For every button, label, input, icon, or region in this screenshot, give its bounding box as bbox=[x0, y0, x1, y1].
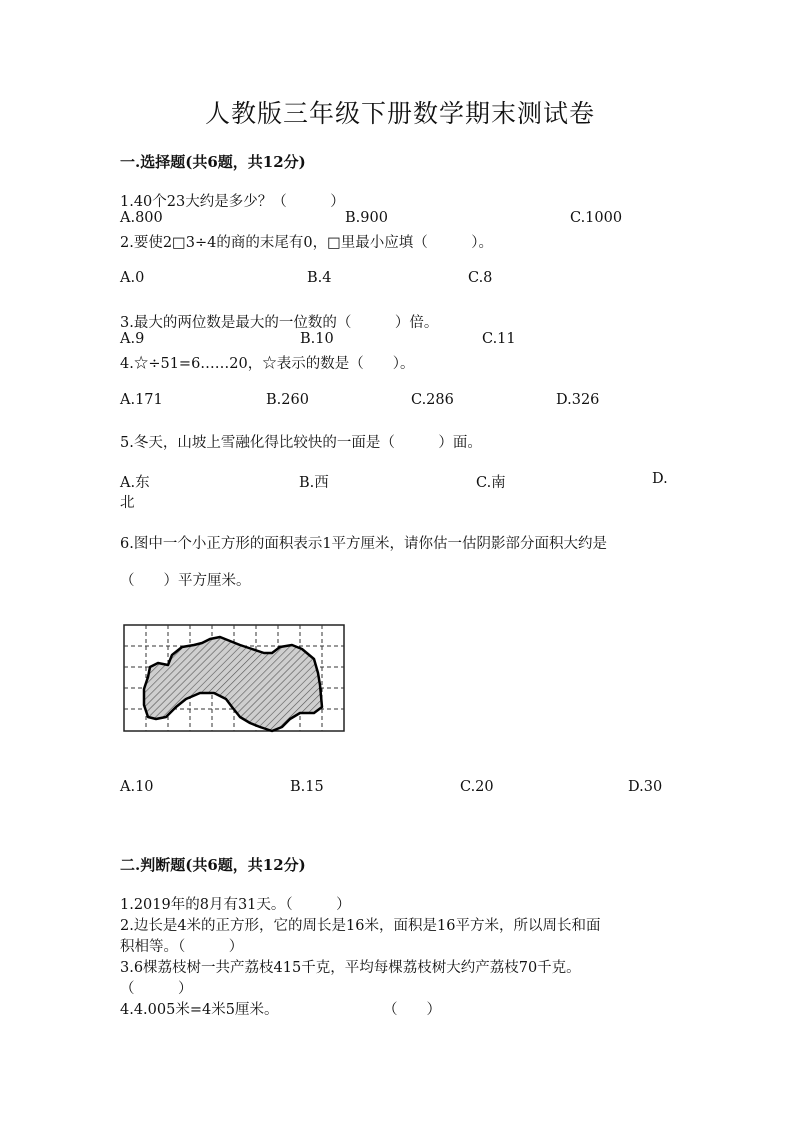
question-6-option-b: B.15 bbox=[290, 779, 324, 795]
area-estimation-figure bbox=[122, 623, 346, 733]
question-5-option-d-wrap: 北 bbox=[120, 495, 135, 511]
grid-with-shaded-shape bbox=[122, 623, 346, 733]
question-1-option-a: A.800 bbox=[120, 210, 163, 226]
question-2-stem: 2.要使2□3÷4的商的末尾有0，□里最小应填（ ）。 bbox=[120, 235, 494, 251]
question-5-option-d: D. bbox=[652, 471, 668, 487]
judgment-line-3-wrap: （ ） bbox=[120, 981, 193, 997]
question-3-stem: 3.最大的两位数是最大的一位数的（ ）倍。 bbox=[120, 315, 439, 331]
question-5-stem: 5.冬天，山坡上雪融化得比较快的一面是（ ）面。 bbox=[120, 435, 482, 451]
question-3-option-c: C.11 bbox=[482, 331, 516, 347]
page-title: 人教版三年级下册数学期末测试卷 bbox=[204, 99, 595, 128]
judgment-line-2: 2.边长是4米的正方形，它的周长是16米，面积是16平方米，所以周长和面 bbox=[120, 918, 601, 934]
judgment-line-1: 1.2019年的8月有31天。（ ） bbox=[120, 897, 351, 913]
judgment-line-3: 3.6棵荔枝树一共产荔枝415千克，平均每棵荔枝树大约产荔枝70千克。 bbox=[120, 960, 581, 976]
question-5-option-b: B.西 bbox=[299, 475, 329, 491]
question-5-option-c: C.南 bbox=[476, 475, 506, 491]
question-1-option-b: B.900 bbox=[345, 210, 388, 226]
question-2-option-a: A.0 bbox=[120, 270, 145, 286]
question-2-option-c: C.8 bbox=[468, 270, 493, 286]
question-6-stem: 6.图中一个小正方形的面积表示1平方厘米，请你估一估阴影部分面积大约是 bbox=[120, 536, 608, 552]
question-3-option-b: B.10 bbox=[300, 331, 334, 347]
question-6-option-a: A.10 bbox=[120, 779, 154, 795]
question-6-option-c: C.20 bbox=[460, 779, 494, 795]
question-4-option-b: B.260 bbox=[266, 392, 309, 408]
question-5-option-a: A.东 bbox=[120, 475, 150, 491]
judgment-line-4: 4.4.005米=4米5厘米。 bbox=[120, 1002, 279, 1018]
question-4-stem: 4.☆÷51=6……20，☆表示的数是（ ）。 bbox=[120, 356, 415, 372]
section-heading-choice: 一.选择题(共6题，共12分) bbox=[120, 153, 306, 171]
question-3-option-a: A.9 bbox=[120, 331, 145, 347]
question-6-stem-continued: （ ）平方厘米。 bbox=[120, 573, 251, 589]
judgment-line-4-blank: （ ） bbox=[383, 1002, 441, 1018]
section-heading-true-false: 二.判断题(共6题，共12分) bbox=[120, 856, 306, 874]
question-2-option-b: B.4 bbox=[307, 270, 332, 286]
question-6-option-d: D.30 bbox=[628, 779, 663, 795]
question-4-option-c: C.286 bbox=[411, 392, 454, 408]
judgment-line-2-wrap: 积相等。（ ） bbox=[120, 939, 244, 955]
question-1-option-c: C.1000 bbox=[570, 210, 623, 226]
question-4-option-a: A.171 bbox=[120, 392, 163, 408]
question-1-stem: 1.40个23大约是多少？（ ） bbox=[120, 194, 345, 210]
question-4-option-d: D.326 bbox=[556, 392, 600, 408]
